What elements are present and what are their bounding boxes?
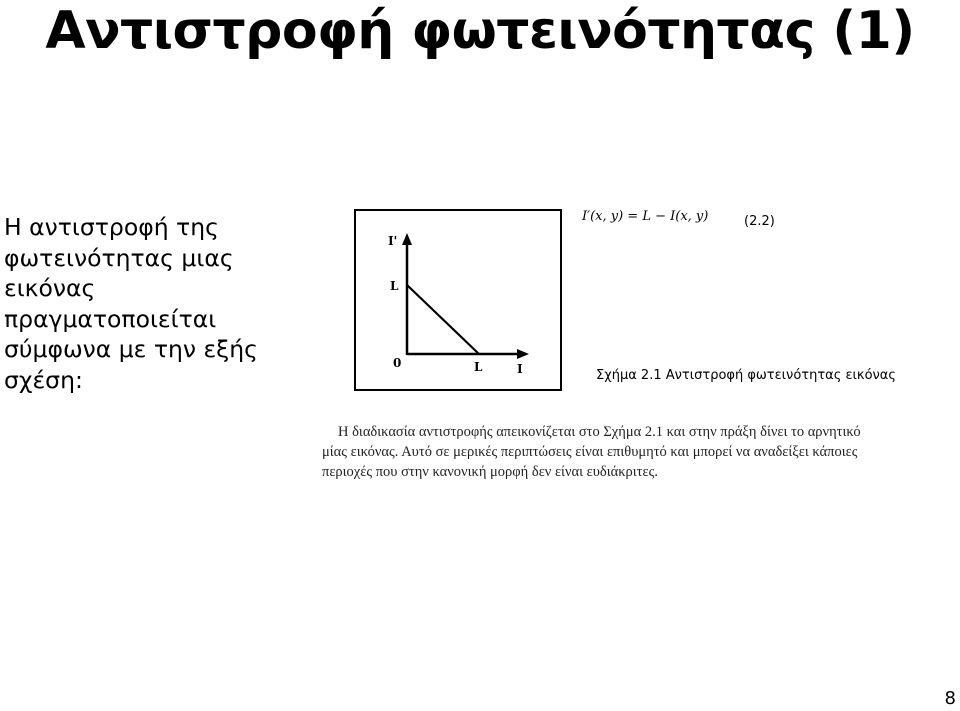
body-line: σχέση: xyxy=(4,365,83,394)
x-axis-arrow xyxy=(517,349,529,359)
slide-title: Αντιστροφή φωτεινότητας (1) xyxy=(45,1,915,61)
paragraph-line: Η διαδικασία αντιστροφής απεικονίζεται στο Σχήμα 2.1 και στην πράξη δίνει το αρνητικό xyxy=(338,424,861,440)
body-line: Η αντιστροφή της xyxy=(4,213,219,241)
x-intercept-label: L xyxy=(474,360,483,374)
figure-caption: Σχήμα 2.1 Αντιστροφή φωτεινότητας εικόνας xyxy=(596,368,896,383)
body-line: εικόνας xyxy=(4,274,96,302)
equation-formula: I′(x, y) = L − I(x, y) xyxy=(582,209,709,224)
body-line: φωτεινότητας μιας xyxy=(4,243,234,272)
y-axis-label: I' xyxy=(388,234,398,248)
y-axis-arrow xyxy=(402,233,412,245)
paragraph-line: περιοχές που στην κανονική μορφή δεν είναι ευδιάκριτες. xyxy=(322,464,658,480)
inversion-diagram xyxy=(354,209,562,391)
body-line: πραγματοποιείται xyxy=(4,304,217,333)
paragraph-line: μίας εικόνας. Αυτό σε μερικές περιπτώσεις είναι επιθυμητό και μπορεί να αναδείξει κάποιες xyxy=(322,444,858,460)
y-intercept-label: L xyxy=(390,279,399,293)
inversion-diagram-svg xyxy=(356,211,560,389)
page-number: 8 xyxy=(944,688,956,709)
slide-body-text xyxy=(4,212,304,395)
inversion-line xyxy=(407,285,479,354)
description-paragraph xyxy=(322,422,878,482)
equation-number: (2.2) xyxy=(744,214,775,229)
x-axis-label: I xyxy=(517,362,523,376)
origin-label: 0 xyxy=(393,356,402,370)
body-line: σύμφωνα με την εξής xyxy=(4,335,258,363)
